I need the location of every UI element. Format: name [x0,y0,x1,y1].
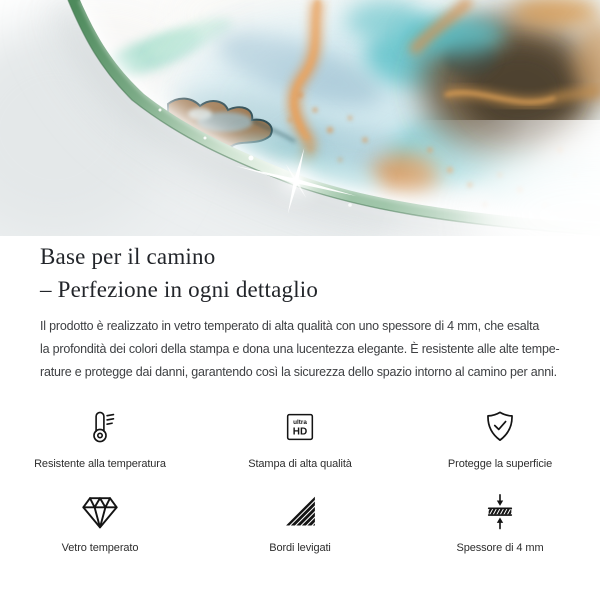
feature-label: Spessore di 4 mm [456,542,544,554]
intro-line-3: rature e protegge dai danni, garantendo così la sicurezza dello spazio intorno al camino per anni. [40,365,557,379]
intro-line-2: la profondità dei colori della stampa e dona una lucentezza elegante. È resistente alle alte tempe- [40,342,560,356]
feature-tempered-glass [0,489,200,555]
title-line-2: – Perfezione in ogni dettaglio [40,277,319,302]
feature-surface-protection [400,405,600,471]
page-title [40,236,560,306]
feature-label: Vetro temperato [61,542,139,554]
feature-polished-edges [200,489,400,555]
ultra-hd-badge-top: ultra [293,419,307,426]
feature-label: Bordi levigati [269,542,331,554]
shield-check-icon [482,408,518,446]
ultra-hd-icon [284,411,316,443]
polished-edge-icon [284,495,317,527]
thermometer-icon [83,404,117,450]
feature-label: Protegge la superficie [447,458,553,470]
intro-paragraph [40,315,560,384]
feature-print-quality [200,405,400,471]
intro-line-1: Il prodotto è realizzato in vetro temperato di alta qualità con uno spessore di 4 mm, che esalta [40,319,540,333]
feature-grid [0,405,600,555]
product-description-section [0,236,600,384]
feature-temperature [0,405,200,471]
diamond-icon [80,493,120,530]
feature-label: Resistente alla temperatura [34,458,166,470]
feature-label: Stampa di alta qualità [248,458,352,470]
thickness-icon [483,491,517,532]
product-photo [0,0,600,236]
title-line-1: Base per il camino [40,244,216,269]
feature-thickness [400,489,600,555]
ultra-hd-badge-bottom: HD [292,426,308,438]
